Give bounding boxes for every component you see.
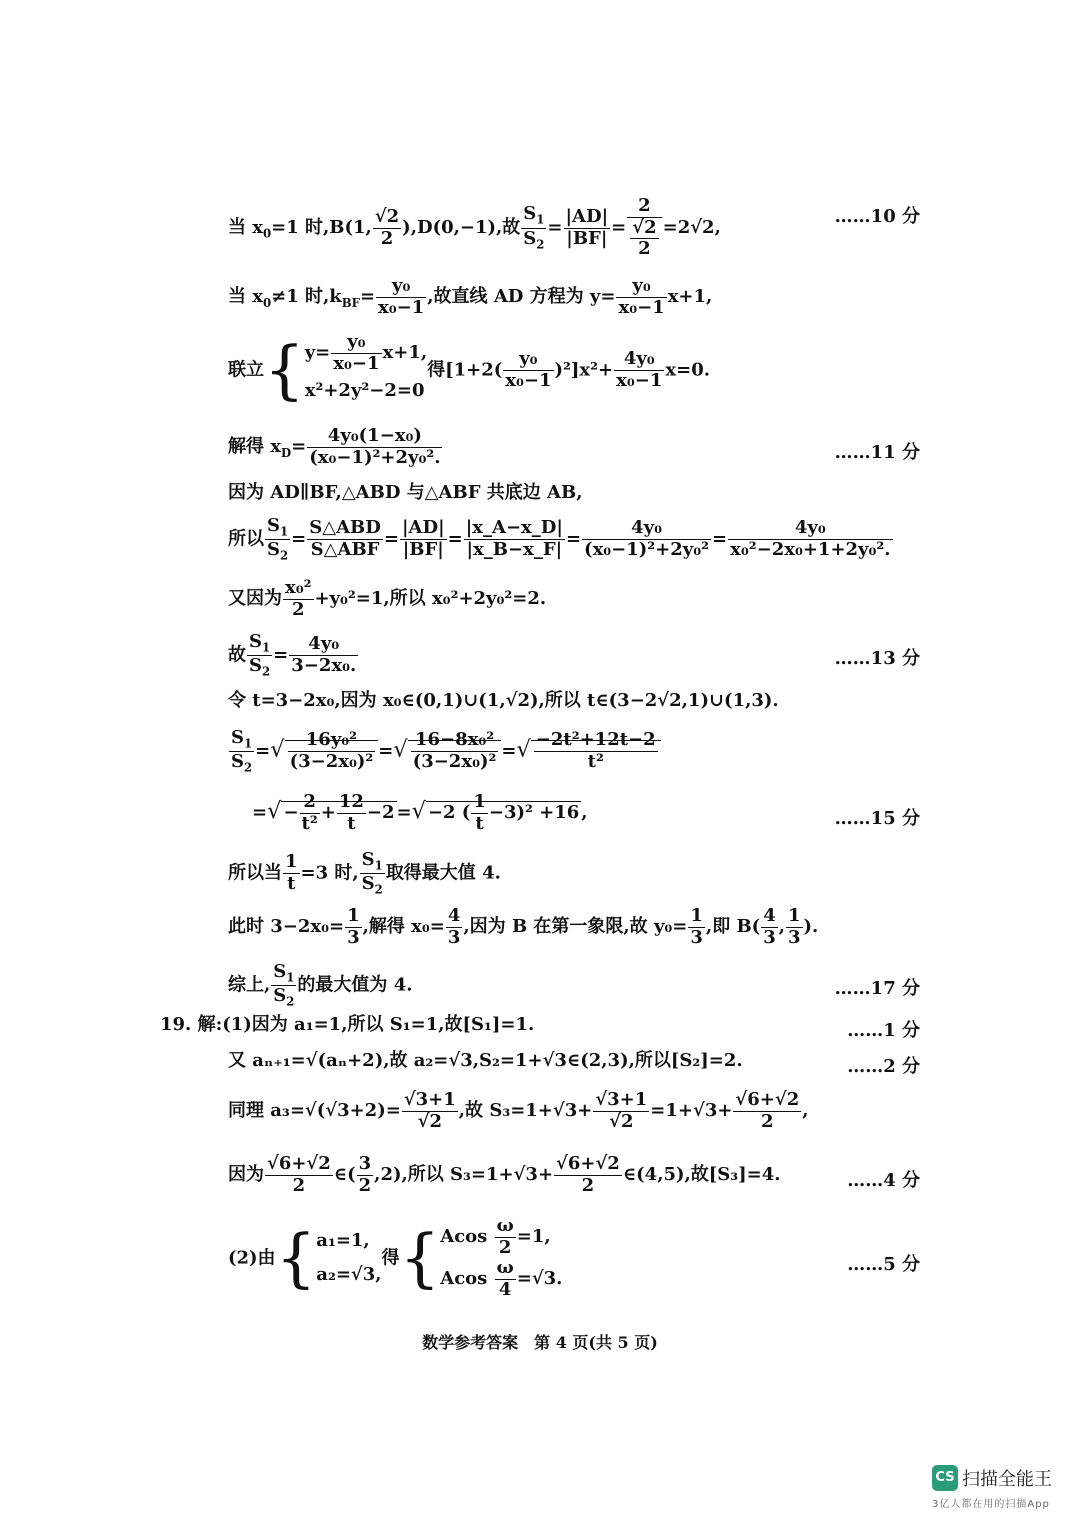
fraction-nested: $\frac{2}{\frac{√2}{2}}$ xyxy=(627,196,661,260)
scanner-watermark xyxy=(932,1465,1052,1510)
line-solve-xd: 解得 $x_D=$ $\frac{\text{4y₀(1−x₀)}}{\text{(x₀−1)²+2y₀².}}$ xyxy=(228,425,441,468)
line-area-ratio: 所以 $\frac{S_1}{S_2}$ = $\frac{\text{S△ABD}}{\text{S△ABF}}$ = $\frac{|AD|}{|BF|}$ = $\frac{|x\_A-x\_D|}{|x\_B-x\_F|}$ = $\frac{\text{4y₀}}{\text{(x₀−1)²+2y₀²}}$ = $\frac{\text{4y₀}}{\text{x₀²−2x₀+1+2y₀².}}$ xyxy=(228,515,891,563)
watermark-name: 扫描全能王 xyxy=(962,1469,1052,1490)
fraction: $\frac{\text{y₀}}{\text{x₀−1}}$ xyxy=(618,275,665,318)
line-substitution: 令 t=3−2x₀,因为 x₀∈(0,1)∪(1,√2),所以 t∈(3−2√2,1)∪(1,3). xyxy=(228,690,779,711)
score-11: ……11 分 xyxy=(834,442,920,463)
fraction: $\frac{\text{y₀}}{\text{x₀−1}}$ xyxy=(378,275,425,318)
score-15: ……15 分 xyxy=(834,808,920,829)
line-q19-part2: (2)由{ a₁=1, a₂=√3, 得{ Acos $\frac{\omega}{2}$ =1, Acos $\frac{\omega}{4}$ =√3. xyxy=(228,1215,563,1301)
line-ratio-result: 故 $\frac{S_1}{S_2}$ = $\frac{\text{4y₀}}{\text{3−2x₀.}}$ xyxy=(228,631,357,679)
score-10: ……10 分 xyxy=(834,206,920,227)
watermark-tagline: 3亿人都在用的扫描App xyxy=(932,1499,1050,1510)
line-case-x0-neq-1: 当 $x_0\ne 1$ 时$,k_{BF}=$ $\frac{\text{y₀}}{\text{x₀−1}}$ ,故直线 AD 方程为 y= $\frac{\text{y₀}}{\text{x₀−1}}$ x+1, xyxy=(228,275,713,318)
line-sqrt-chain: $\frac{S_1}{S_2}$ =√ $\frac{\text{16y₀²}}{\text{(3−2x₀)²}}$ =√ $\frac{\text{16−8x₀²}}{\text{(3−2x₀)²}}$ =√ $\frac{\text{−2t²+12t−2}}{\text{t²}}$ xyxy=(228,728,661,775)
score-2: ……2 分 xyxy=(847,1056,920,1077)
line-conclusion: 综上, $\frac{S_1}{S_2}$ 的最大值为 4. xyxy=(228,961,413,1009)
fraction: $\frac{√2}{2}$ xyxy=(374,205,400,249)
line-parallel: 因为 AD∥BF,△ABD 与△ABF 共底边 AB, xyxy=(228,482,583,503)
line-point-b: 此时 3−2x₀= $\frac{1}{3}$ ,解得 x₀= $\frac{4}{3}$ ,因为 B 在第一象限,故 y₀= $\frac{1}{3}$ ,即 B( $\frac{4}{3}$ , $\frac{1}{3}$ ). xyxy=(228,905,819,948)
fraction-ad-bf: $\frac{|AD|}{|BF|}$ xyxy=(565,205,609,249)
line-q19-s3: 因为 $\frac{√6+√2}{2}$ ∈( $\frac{3}{2}$ ,2),所以 S₃=1+√3+ $\frac{√6+√2}{2}$ ∈(4,5),故[S₃]=4. xyxy=(228,1153,781,1196)
line-q19-a3: 同理 a₃=√(√3+2)= $\frac{√3+1}{√2}$ ,故 S₃=1+√3+ $\frac{√3+1}{√2}$ =1+√3+ $\frac{√6+√2}{2}$ , xyxy=(228,1089,809,1132)
line-q19-part1: 19. 解:(1)因为 a₁=1,所以 S₁=1,故[S₁]=1. xyxy=(160,1014,535,1035)
score-13: ……13 分 xyxy=(834,648,920,669)
line-sqrt-chain-2: =√ − $\frac{2}{\text{t²}}$ + $\frac{12}{t}$ −2 =√ −2 ( $\frac{1}{t}$ −3)² +16 , xyxy=(252,791,588,834)
score-17: ……17 分 xyxy=(834,978,920,999)
line-case-x0-eq-1: 当 $x_0=1$ 时,B(1, $\frac{√2}{2}$ ),D(0,−1),故 $\frac{S_1}{S_2}$ = $\frac{|AD|}{|BF|}$ = $\frac{2}{\frac{√2}{2}}$ =2√2, xyxy=(228,195,721,260)
score-4: ……4 分 xyxy=(847,1170,920,1191)
line-simultaneous: 联立{ y= $\frac{\text{y₀}}{\text{x₀−1}}$ x+1, x²+2y²−2=0 得[1+2( $\frac{\text{y₀}}{\text{x₀−1}}$ )²]x²+ $\frac{\text{4y₀}}{\text{x₀−1}}$ x=0. xyxy=(228,331,710,408)
line-ellipse: 又因为 $\frac{\text{x₀²}}{2}$ +y₀²=1,所以 x₀²+2y₀²=2. xyxy=(228,577,547,620)
equation-system: y= $\frac{\text{y₀}}{\text{x₀−1}}$ x+1, x²+2y²−2=0 xyxy=(304,331,428,402)
score-1: ……1 分 xyxy=(847,1020,920,1041)
line-max-condition: 所以当 $\frac{1}{t}$ =3 时, $\frac{S_1}{S_2}$ 取得最大值 4. xyxy=(228,849,501,897)
fraction-s1-s2: $\frac{S_1}{S_2}$ xyxy=(523,203,545,252)
score-5: ……5 分 xyxy=(847,1254,920,1275)
camscanner-logo-icon: CS xyxy=(932,1465,958,1491)
line-q19-a2: 又 aₙ₊₁=√(aₙ+2),故 a₂=√3,S₂=1+√3∈(2,3),所以[S₂]=2. xyxy=(228,1050,743,1071)
page-footer: 数学参考答案 第 4 页(共 5 页) xyxy=(422,1333,658,1352)
